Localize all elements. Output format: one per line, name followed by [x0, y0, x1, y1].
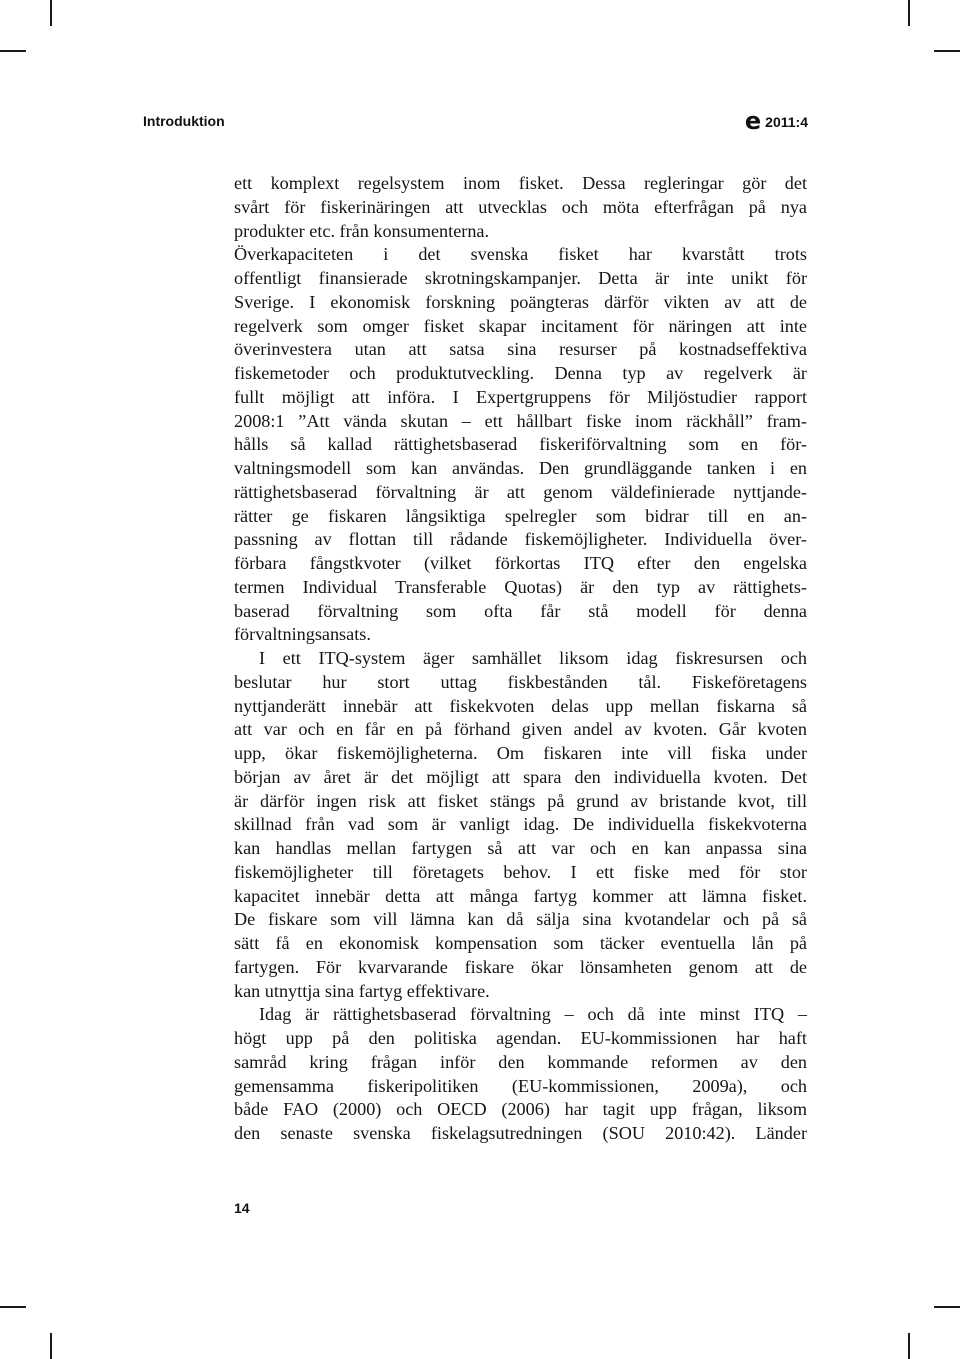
text-line: valtningsmodell som kan användas. Den grundläggande tanken i en — [234, 458, 807, 478]
text-line: rätter ge fiskaren långsiktiga spelregler som bidrar till en an- — [234, 505, 807, 526]
crop-mark-top-left — [50, 0, 52, 26]
text-line: I ett ITQ-system äger samhället liksom idag fiskresursen och — [259, 648, 807, 668]
text-line: Sverige. I ekonomisk forskning poängteras därför vikten av att de — [234, 291, 807, 312]
text-line: är därför ingen risk att fisket stängs på grund av bristande kvot, till — [234, 790, 807, 811]
page-number: 14 — [234, 1200, 250, 1216]
text-line: De fiskare som vill lämna kan då sälja sina kvotandelar och på så — [234, 909, 807, 930]
text-line: skillnad från vad som är vanligt idag. De individuella fiskekvoterna — [234, 814, 807, 835]
text-line: att var och en får en på förhand given andel av kvoten. Går kvoten — [234, 719, 807, 740]
text-line: förbara fångstkvoter (vilket förkortas ITQ efter den engelska — [234, 553, 807, 573]
text-line: överinvestera utan att satsa sina resurser på kostnadseffektiva — [234, 339, 807, 360]
crop-mark-bottom-right-horizontal — [934, 1306, 960, 1308]
text-line: passning av flottan till rådande fiskemöjligheter. Individuella över- — [234, 529, 807, 550]
crop-mark-bottom-left-horizontal — [0, 1306, 26, 1308]
text-line: både FAO (2000) och OECD (2006) har tagit upp frågan, liksom — [234, 1099, 807, 1120]
text-line: förvaltningsansats. — [234, 624, 371, 645]
text-line: den senaste svenska fiskelagsutredningen (SOU 2010:42). Länder — [234, 1123, 807, 1143]
text-line: termen Individual Transferable Quotas) är den typ av rättighets- — [234, 576, 807, 597]
text-line: 2008:1 ”Att vända skutan – ett hållbart fiske inom räckhåll” fram- — [234, 410, 807, 431]
text-line: offentligt finansierade skrotningskampanjer. Detta är inte unikt för — [234, 268, 807, 288]
text-line: rättighetsbaserad förvaltning är att genom väldefinierade nyttjande- — [234, 481, 807, 502]
crop-mark-top-left-horizontal — [0, 50, 26, 52]
crop-mark-top-right-horizontal — [934, 50, 960, 52]
text-line: kapacitet innebär detta att många fartyg kommer att lämna fisket. — [234, 885, 807, 906]
crop-mark-top-right — [908, 0, 910, 26]
section-title: Introduktion — [143, 113, 225, 129]
text-line: ett komplext regelsystem inom fisket. Dessa regleringar gör det — [234, 173, 807, 193]
body-text — [234, 172, 807, 1146]
issue-header — [704, 107, 808, 135]
text-line: beslutar hur stort uttag fiskbestånden tål. Fiskeföretagens — [234, 671, 807, 692]
text-line: fartygen. För kvarvarande fiskare ökar lönsamheten genom att de — [234, 956, 807, 977]
text-line: fiskemöjligheter till företagets behov. I ett fiske med för stor — [234, 861, 807, 882]
text-line: samråd kring frågan inför den kommande reformen av den — [234, 1051, 807, 1072]
crop-mark-bottom-right — [908, 1333, 910, 1359]
text-line: svårt för fiskerinäringen att utvecklas och möta efterfrågan på nya — [234, 196, 807, 217]
text-line: regelverk som omger fisket skapar incitament för näringen att inte — [234, 315, 807, 336]
text-line: sätt få en ekonomisk kompensation som täcker eventuella lån på — [234, 933, 807, 953]
text-line: nyttjanderätt innebär att fiskekvoten delas upp mellan fiskarna så — [234, 695, 807, 716]
text-line: början av året är det möjligt att spara den individuella kvoten. Det — [234, 766, 807, 787]
text-line: hålls så kallad rättighetsbaserad fiskeriförvaltning som en för- — [234, 434, 807, 455]
text-line: fiskemetoder och produktutveckling. Denna typ av regelverk är — [234, 363, 807, 383]
text-line: produkter etc. från konsumenterna. — [234, 220, 490, 241]
text-line: baserad förvaltning som ofta får stå modell för denna — [234, 600, 807, 621]
text-line: högt upp på den politiska agendan. EU-kommissionen har haft — [234, 1028, 807, 1048]
text-line: Idag är rättighetsbaserad förvaltning – och då inte minst ITQ – — [259, 1004, 807, 1025]
text-line: upp, ökar fiskemöjligheterna. Om fiskaren inte vill fiska under — [234, 743, 807, 763]
text-line: Överkapaciteten i det svenska fisket har kvarstått trots — [234, 244, 807, 265]
crop-mark-bottom-left — [50, 1333, 52, 1359]
text-line: fullt möjligt att införa. I Expertgruppens för Miljöstudier rapport — [234, 386, 807, 407]
issue-number: 2011:4 — [765, 114, 808, 130]
text-line: kan utnyttja sina fartyg effektivare. — [234, 980, 490, 1001]
text-line: gemensamma fiskeripolitiken (EU-kommissionen, 2009a), och — [234, 1075, 807, 1096]
ekonomisk-debatt-logo-icon: e — [744, 107, 762, 135]
text-line: kan handlas mellan fartygen så att var och en kan anpassa sina — [234, 838, 807, 858]
